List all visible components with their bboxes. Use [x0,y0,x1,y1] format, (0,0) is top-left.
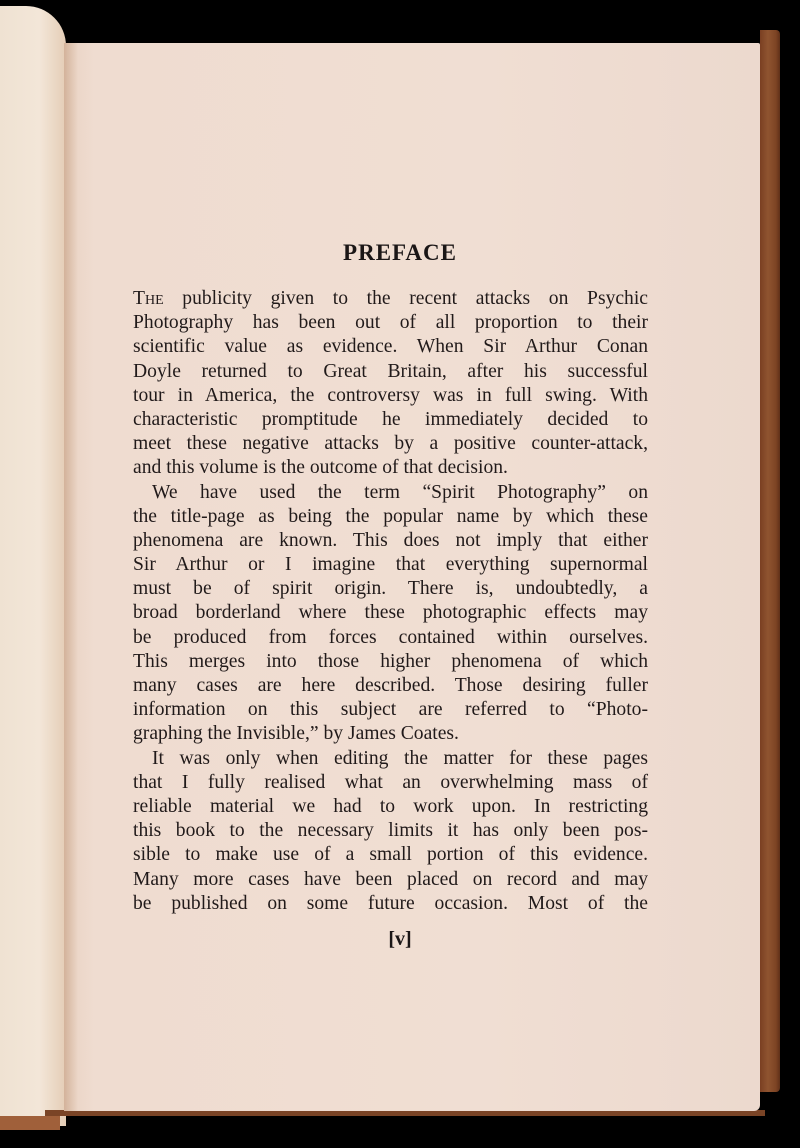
text-line: meet these negative attacks by a positive counter-attack, [133,433,648,455]
text-line: and this volume is the outcome of that decision. [133,457,508,479]
text-line: It was only when editing the matter for these pages [152,747,648,769]
text-line: Many more cases have been placed on record and may [133,868,648,890]
page-title: PREFACE [343,240,457,265]
book-cover-corner [0,1116,60,1130]
text-line: The publicity given to the recent attacks on Psychic [133,288,648,309]
text-line: information on this subject are referred to “Photo- [133,699,648,721]
text-line: This merges into those higher phenomena of which [133,650,648,672]
text-line: many cases are here described. Those desiring fuller [133,675,648,696]
text-line: phenomena are known. This does not imply that either [133,529,648,551]
text-line: Sir Arthur or I imagine that everything supernormal [133,554,648,576]
text-line: characteristic promptitude he immediately decided to [133,408,648,430]
text-line: broad borderland where these photographic effects may [133,602,648,624]
preface-body [133,287,648,916]
text-line: graphing the Invisible,” by James Coates. [133,723,459,745]
text-line: sible to make use of a small portion of this evidence. [133,844,648,866]
text-line: must be of spirit origin. There is, undoubtedly, a [133,578,648,600]
text-line: scientific value as evidence. When Sir Arthur Conan [133,336,648,358]
text-line: this book to the necessary limits it has only been pos- [133,820,648,842]
text-line: tour in America, the controversy was in full swing. With [133,384,648,406]
facing-page-edge [0,6,66,1126]
lead-small-caps: The [133,288,164,309]
text-line: Doyle returned to Great Britain, after his successful [133,360,648,382]
text-line: We have used the term “Spirit Photography” on [152,481,648,503]
text-line: reliable material we had to work upon. In restricting [133,795,648,817]
text-line: be produced from forces contained within ourselves. [133,626,648,648]
text-line: the title-page as being the popular name by which these [133,505,648,527]
text-line: that I fully realised what an overwhelming mass of [133,771,648,793]
page-number: [v] [388,928,412,950]
text-line: Photography has been out of all proportion to their [133,312,648,334]
text-line: be published on some future occasion. Most of the [133,892,648,914]
